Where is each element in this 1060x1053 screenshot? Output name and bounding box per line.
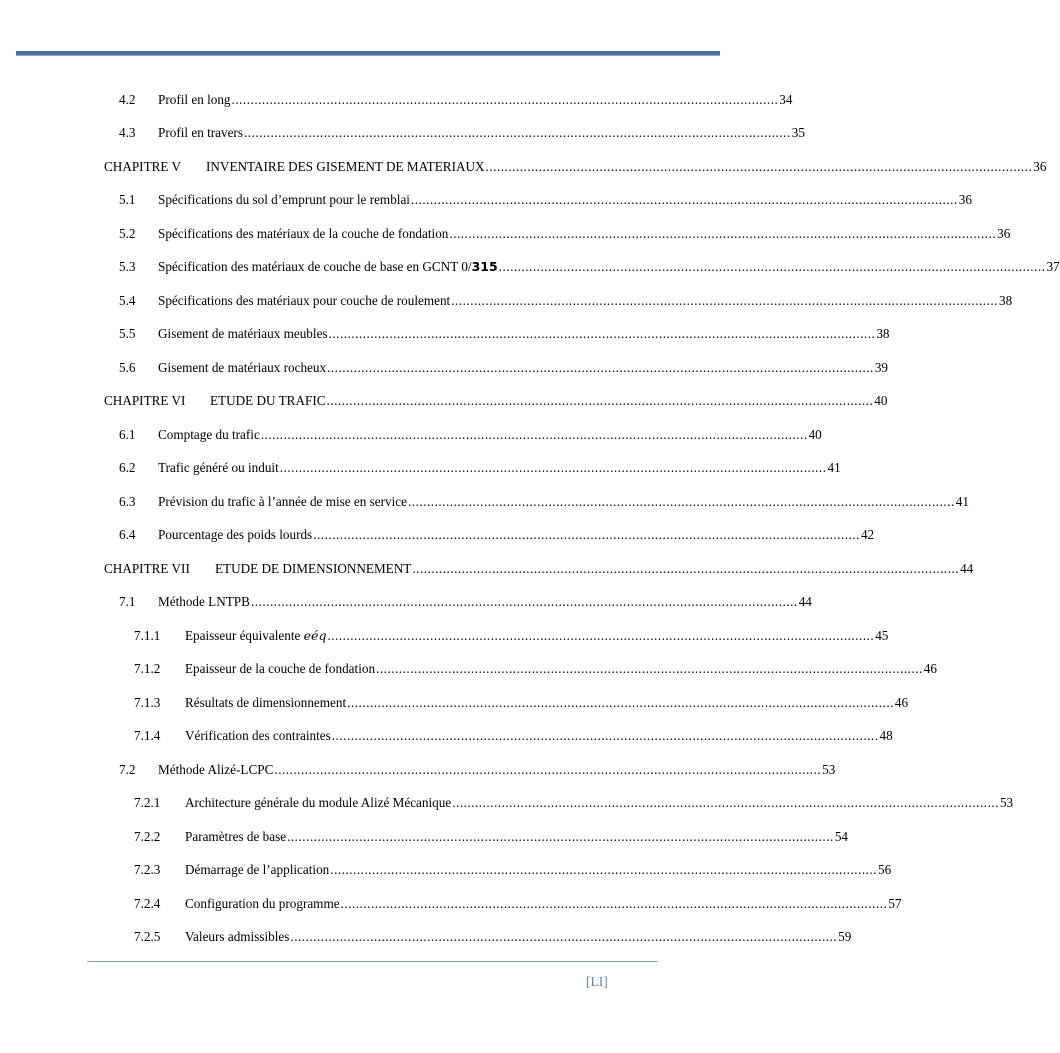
toc-entry[interactable] xyxy=(119,322,890,342)
toc-entry-page: 59 xyxy=(838,929,852,944)
toc-entry-number: 7.1.4 xyxy=(134,728,161,743)
toc-entry-title: Spécifications des matériaux pour couche de roulement xyxy=(158,293,451,308)
toc-entry[interactable] xyxy=(119,490,969,510)
toc-entry[interactable] xyxy=(119,758,836,778)
toc-entry-title: Profil en travers xyxy=(158,125,243,140)
toc-leader-dots: ................................................................................................................................................ xyxy=(260,427,808,442)
toc-entry-title: Gisement de matériaux meubles xyxy=(158,326,328,341)
toc-entry[interactable] xyxy=(119,88,793,108)
toc-leader-dots: ................................................................................................................................................ xyxy=(327,628,875,643)
toc-entry-page: 36 xyxy=(1033,159,1047,174)
toc-leader-dots: ................................................................................................................................................ xyxy=(279,460,827,475)
toc-subentry[interactable] xyxy=(134,892,902,912)
toc-entry-page: 54 xyxy=(834,829,848,844)
toc-entry-number: 5.2 xyxy=(119,226,136,241)
toc-leader-dots: ................................................................................................................................................ xyxy=(290,929,838,944)
toc-entry-title: Epaisseur équivalente xyxy=(185,628,304,643)
toc-entry[interactable] xyxy=(119,289,1013,309)
toc-entry-page: 36 xyxy=(997,226,1011,241)
toc-leader-dots: ................................................................................................................................................ xyxy=(331,728,879,743)
toc-leader-dots: ................................................................................................................................................ xyxy=(498,259,1046,274)
toc-leader-dots: ................................................................................................................................................ xyxy=(287,829,834,844)
toc-leader-dots: ................................................................................................................................................ xyxy=(274,762,822,777)
toc-entry-page: 53 xyxy=(822,762,836,777)
toc-entry-number: 7.1.2 xyxy=(134,661,161,676)
toc-entry-number: 5.4 xyxy=(119,293,136,308)
toc-chapter-title: INVENTAIRE DES GISEMENT DE MATERIAUX xyxy=(206,159,485,174)
toc-leader-dots: ................................................................................................................................................ xyxy=(412,561,960,576)
toc-entry-page: 48 xyxy=(879,728,893,743)
toc-subentry[interactable] xyxy=(134,657,937,677)
toc-entry-number: 7.2.2 xyxy=(134,829,161,844)
toc-entry-page: 44 xyxy=(798,594,812,609)
toc-entry-math: 315 xyxy=(471,259,498,274)
toc-leader-dots: ................................................................................................................................................ xyxy=(452,795,999,810)
toc-leader-dots: ................................................................................................................................................ xyxy=(327,360,874,375)
toc-entry-page: 57 xyxy=(888,896,902,911)
toc-leader-dots: ................................................................................................................................................ xyxy=(408,494,955,509)
toc-entry-number: 7.2.1 xyxy=(134,795,161,810)
toc-entry-title: Comptage du trafic xyxy=(158,427,260,442)
toc-entry-number: 4.3 xyxy=(119,125,136,140)
toc-chapter-number: CHAPITRE VI xyxy=(104,393,186,408)
toc-entry-number: 6.1 xyxy=(119,427,136,442)
toc-entry[interactable] xyxy=(119,423,822,443)
toc-entry-page: 36 xyxy=(958,192,972,207)
toc-entry-title: Gisement de matériaux rocheux xyxy=(158,360,327,375)
toc-leader-dots: ................................................................................................................................................ xyxy=(410,192,958,207)
toc-entry[interactable] xyxy=(119,456,841,476)
toc-entry-title: Résultats de dimensionnement xyxy=(185,695,347,710)
toc-entry-number: 7.2.4 xyxy=(134,896,161,911)
toc-entry-page: 53 xyxy=(999,795,1014,810)
toc-entry-title: Spécifications des matériaux de la couche de fondation xyxy=(158,226,449,241)
toc-chapter-number: CHAPITRE V xyxy=(104,159,182,174)
toc-entry-page: 39 xyxy=(874,360,889,375)
toc-entry[interactable] xyxy=(119,222,1011,242)
toc-subentry[interactable] xyxy=(134,691,909,711)
toc-entry-page: 56 xyxy=(878,862,892,877)
toc-entry[interactable] xyxy=(119,523,875,543)
toc-entry-math: eéq xyxy=(303,628,327,643)
toc-entry-page: 46 xyxy=(894,695,909,710)
toc-entry-title: Spécification des matériaux de couche de base en GCNT 0/ xyxy=(158,259,472,274)
toc-entry-number: 6.4 xyxy=(119,527,136,542)
toc-entry-page: 44 xyxy=(960,561,974,576)
toc-entry-title: Démarrage de l’application xyxy=(185,862,330,877)
toc-leader-dots: ................................................................................................................................................ xyxy=(330,862,878,877)
toc-leader-dots: ................................................................................................................................................ xyxy=(250,594,798,609)
toc-entry-page: 40 xyxy=(808,427,822,442)
toc-entry-title: Epaisseur de la couche de fondation xyxy=(185,661,376,676)
toc-leader-dots: ................................................................................................................................................ xyxy=(449,226,997,241)
toc-entry-number: 5.1 xyxy=(119,192,136,207)
toc-leader-dots: ................................................................................................................................................ xyxy=(326,393,874,408)
toc-leader-dots: ................................................................................................................................................ xyxy=(231,92,779,107)
toc-entry-page: 38 xyxy=(876,326,890,341)
toc-entry-number: 7.1.3 xyxy=(134,695,161,710)
toc-chapter-entry[interactable] xyxy=(104,557,974,577)
toc-entry-title: Paramètres de base xyxy=(185,829,287,844)
toc-chapter-entry[interactable] xyxy=(104,155,1047,175)
toc-entry-title: Pourcentage des poids lourds xyxy=(158,527,313,542)
toc-subentry[interactable] xyxy=(134,791,1014,811)
toc-leader-dots: ................................................................................................................................................ xyxy=(376,661,923,676)
page-number: [LI] xyxy=(586,974,608,989)
toc-entry-page: 46 xyxy=(923,661,937,676)
toc-entry-page: 41 xyxy=(827,460,841,475)
toc-entry-number: 7.1 xyxy=(119,594,136,609)
toc-entry-number: 7.2 xyxy=(119,762,136,777)
toc-entry-number: 5.5 xyxy=(119,326,136,341)
toc-entry-title: Méthode LNTPB xyxy=(158,594,250,609)
toc-chapter-entry[interactable] xyxy=(104,389,888,409)
toc-entry-page: 37 xyxy=(1046,259,1060,274)
toc-entry-page: 40 xyxy=(874,393,888,408)
toc-entry-page: 38 xyxy=(998,293,1013,308)
toc-subentry[interactable] xyxy=(134,724,893,744)
toc-entry-title: Trafic généré ou induit xyxy=(158,460,279,475)
toc-entry-title: Valeurs admissibles xyxy=(185,929,290,944)
toc-entry-number: 4.2 xyxy=(119,92,136,107)
toc-entry-number: 6.2 xyxy=(119,460,136,475)
toc-subentry[interactable] xyxy=(134,925,852,945)
toc-entry-number: 5.6 xyxy=(119,360,136,375)
toc-entry-page: 34 xyxy=(779,92,793,107)
toc-entry-page: 45 xyxy=(875,628,889,643)
toc-leader-dots: ................................................................................................................................................ xyxy=(347,695,894,710)
toc-subentry[interactable] xyxy=(134,825,848,845)
toc-entry-title: Prévision du trafic à l’année de mise en service xyxy=(158,494,407,509)
toc-leader-dots: ................................................................................................................................................ xyxy=(451,293,998,308)
toc-entry-title: Spécifications du sol d’emprunt pour le remblai xyxy=(158,192,410,207)
toc-entry-title: Profil en long xyxy=(158,92,231,107)
toc-chapter-number: CHAPITRE VII xyxy=(104,561,190,576)
toc-entry-number: 5.3 xyxy=(119,259,136,274)
toc-entry[interactable] xyxy=(119,255,1060,275)
toc-entry-title: Architecture générale du module Alizé Mécanique xyxy=(185,795,452,810)
toc-entry-title: Configuration du programme xyxy=(185,896,340,911)
toc-leader-dots: ................................................................................................................................................ xyxy=(313,527,860,542)
toc-leader-dots: ................................................................................................................................................ xyxy=(340,896,888,911)
toc-leader-dots: ................................................................................................................................................ xyxy=(485,159,1033,174)
toc-entry[interactable] xyxy=(119,356,889,376)
footer-rule xyxy=(87,961,658,962)
toc-entry[interactable] xyxy=(119,121,805,141)
toc-subentry[interactable] xyxy=(134,858,892,878)
toc-entry-number: 7.2.3 xyxy=(134,862,161,877)
toc-entry[interactable] xyxy=(119,188,972,208)
header-rule xyxy=(16,51,720,56)
toc-leader-dots: ................................................................................................................................................ xyxy=(243,125,791,140)
toc-chapter-title: ETUDE DU TRAFIC xyxy=(210,393,326,408)
toc-chapter-title: ETUDE DE DIMENSIONNEMENT xyxy=(215,561,412,576)
toc-entry-title: Vérification des contraintes xyxy=(185,728,331,743)
toc-entry-number: 7.1.1 xyxy=(134,628,161,643)
toc-entry[interactable] xyxy=(119,590,812,610)
toc-entry-title: Méthode Alizé-LCPC xyxy=(158,762,274,777)
toc-entry-number: 7.2.5 xyxy=(134,929,161,944)
toc-entry-page: 42 xyxy=(860,527,875,542)
toc-entry-page: 41 xyxy=(955,494,969,509)
toc-entry-number: 6.3 xyxy=(119,494,136,509)
toc-subentry[interactable] xyxy=(134,624,889,644)
toc-entry-page: 35 xyxy=(791,125,805,140)
toc-leader-dots: ................................................................................................................................................ xyxy=(328,326,876,341)
